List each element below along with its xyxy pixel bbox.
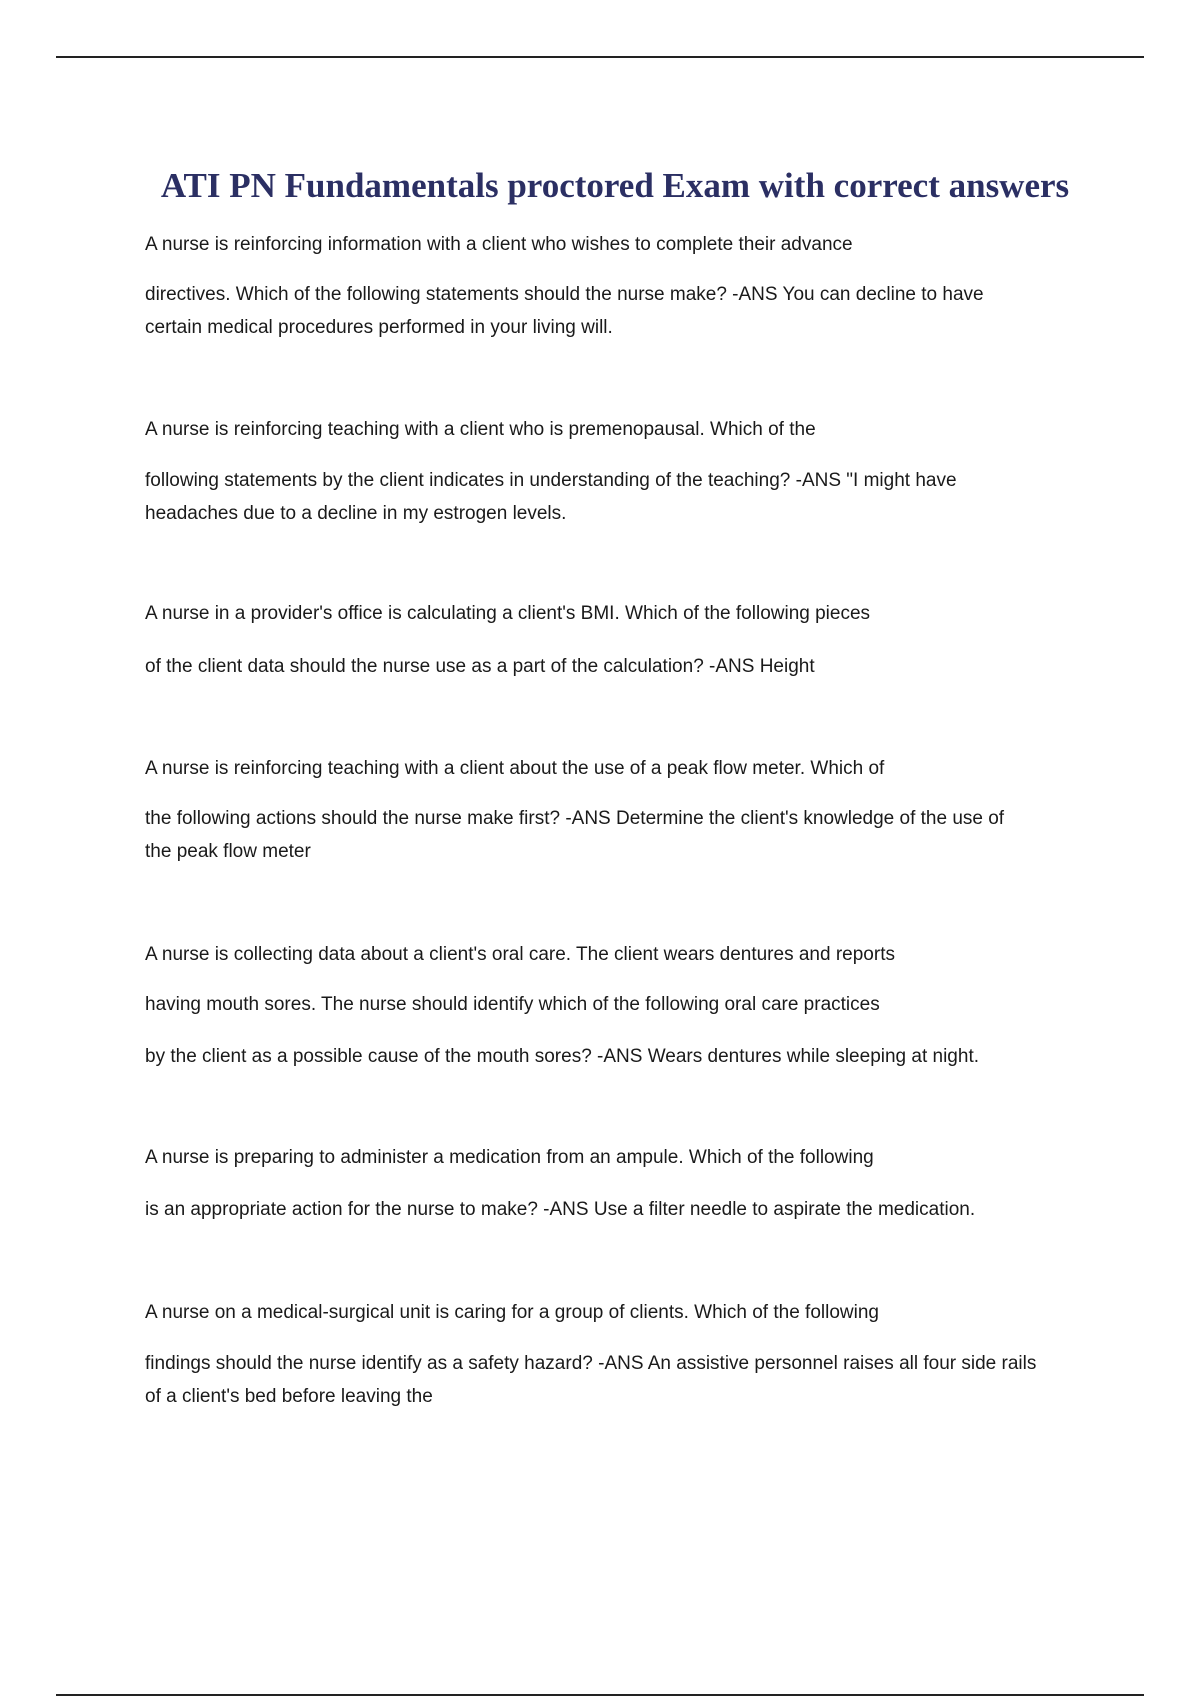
question-line: A nurse is preparing to administer a medication from an ampule. Which of the following [145, 1147, 874, 1168]
question-line: headaches due to a decline in my estrogen levels. [145, 503, 567, 524]
question-line: of the client data should the nurse use as a part of the calculation? -ANS Height [145, 656, 815, 677]
question-line: A nurse is reinforcing teaching with a client who is premenopausal. Which of the [145, 419, 816, 440]
question-line: following statements by the client indicates in understanding of the teaching? -ANS "I might have [145, 470, 957, 491]
question-line: A nurse is reinforcing information with a client who wishes to complete their advance [145, 234, 853, 255]
question-line: A nurse on a medical-surgical unit is caring for a group of clients. Which of the following [145, 1302, 879, 1323]
question-line: certain medical procedures performed in your living will. [145, 317, 613, 338]
top-divider [56, 56, 1144, 58]
question-line: directives. Which of the following statements should the nurse make? -ANS You can decline to have [145, 284, 984, 305]
question-line: A nurse is collecting data about a client's oral care. The client wears dentures and reports [145, 944, 895, 965]
question-line: the peak flow meter [145, 841, 311, 862]
question-line: A nurse is reinforcing teaching with a client about the use of a peak flow meter. Which of [145, 758, 885, 779]
question-line: of a client's bed before leaving the [145, 1386, 433, 1407]
question-line: is an appropriate action for the nurse to make? -ANS Use a filter needle to aspirate the medication. [145, 1199, 976, 1220]
page-title: ATI PN Fundamentals proctored Exam with correct answers [160, 166, 1070, 206]
question-line: by the client as a possible cause of the mouth sores? -ANS Wears dentures while sleeping at night. [145, 1046, 979, 1067]
bottom-divider [56, 1694, 1144, 1696]
question-line: having mouth sores. The nurse should identify which of the following oral care practices [145, 994, 880, 1015]
question-line: A nurse in a provider's office is calculating a client's BMI. Which of the following pieces [145, 603, 871, 624]
question-line: findings should the nurse identify as a safety hazard? -ANS An assistive personnel raises all four side rails [145, 1353, 1037, 1374]
question-line: the following actions should the nurse make first? -ANS Determine the client's knowledge of the use of [145, 808, 1005, 829]
